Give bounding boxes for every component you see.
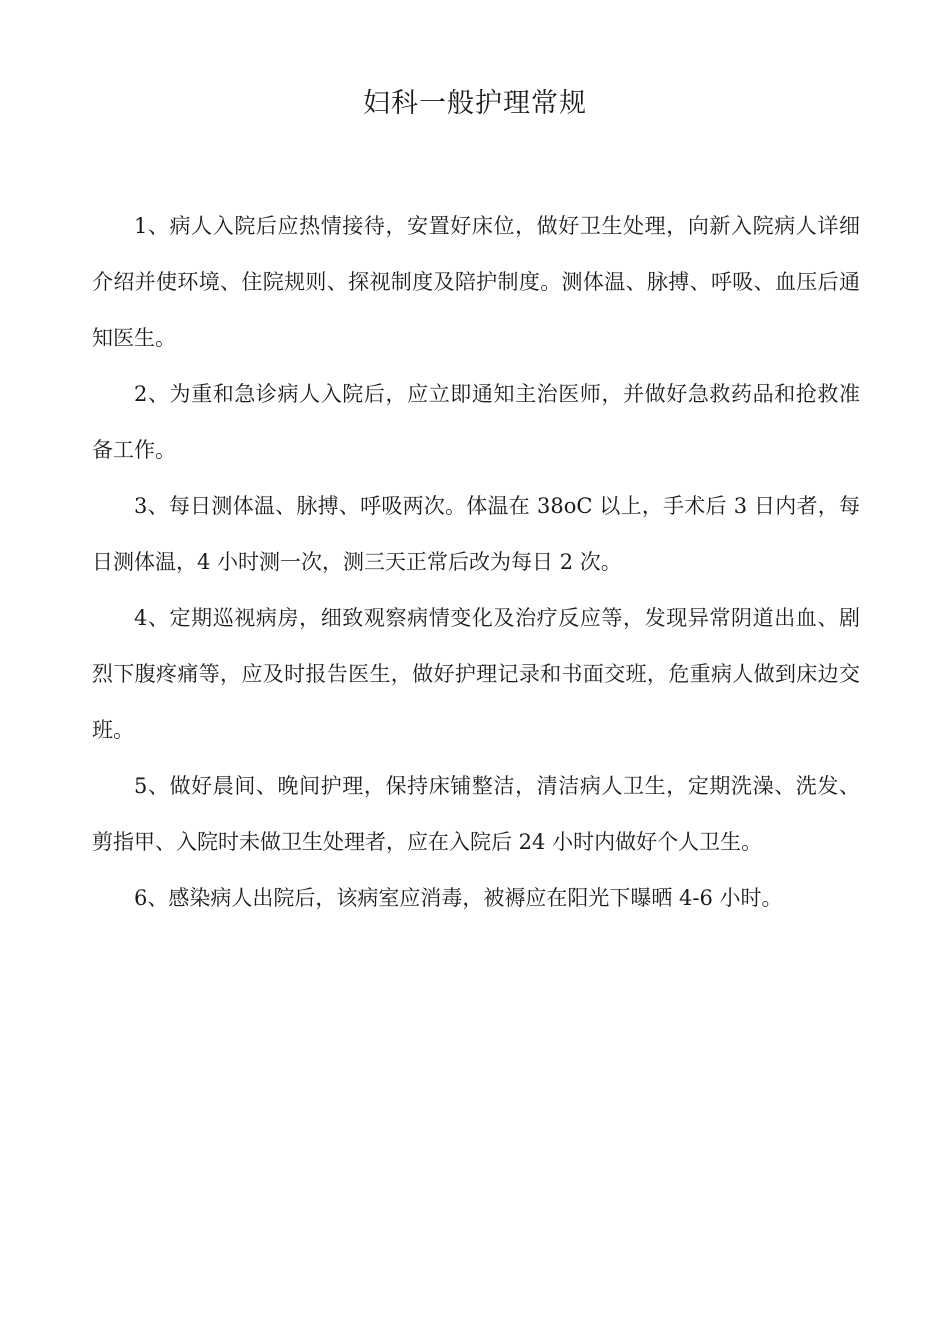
paragraph-5: 5、做好晨间、晚间护理，保持床铺整洁，清洁病人卫生，定期洗澡、洗发、剪指甲、入院时未做卫生处理者，应在入院后 24 小时内做好个人卫生。 bbox=[92, 774, 860, 854]
paragraph-6: 6、感染病人出院后，该病室应消毒，被褥应在阳光下曝晒 4-6 小时。 bbox=[134, 886, 783, 910]
document-body bbox=[92, 198, 860, 926]
paragraph-1: 1、病人入院后应热情接待，安置好床位，做好卫生处理，向新入院病人详细介绍并使环境、住院规则、探视制度及陪护制度。测体温、脉搏、呼吸、血压后通知医生。 bbox=[92, 214, 860, 350]
paragraph-3: 3、每日测体温、脉搏、呼吸两次。体温在 38oC 以上，手术后 3 日内者，每日测体温，4 小时测一次，测三天正常后改为每日 2 次。 bbox=[92, 494, 860, 574]
document-title: 妇科一般护理常规 bbox=[363, 88, 587, 119]
paragraph-4: 4、定期巡视病房，细致观察病情变化及治疗反应等，发现异常阴道出血、剧烈下腹疼痛等，应及时报告医生，做好护理记录和书面交班，危重病人做到床边交班。 bbox=[92, 606, 860, 742]
paragraph-2: 2、为重和急诊病人入院后，应立即通知主治医师，并做好急救药品和抢救准备工作。 bbox=[92, 382, 860, 462]
